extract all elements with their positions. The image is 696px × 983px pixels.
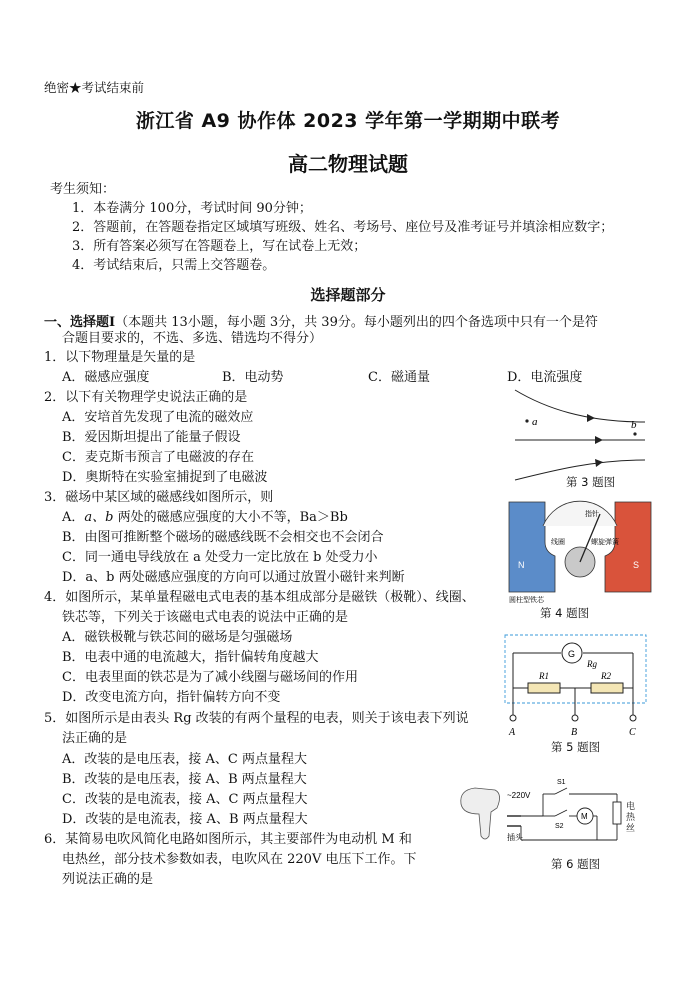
label-r1: R1 xyxy=(539,671,549,681)
label-r2: R2 xyxy=(601,671,611,681)
exam-subtitle: 高二物理试题 xyxy=(288,152,408,176)
arrow-icon xyxy=(595,436,603,444)
label-terminal-b: B xyxy=(571,727,578,737)
q6-stem-1: 6．某简易电吹风简化电路如图所示，其主要部件为电动机 M 和 xyxy=(44,832,412,847)
q5-option-b: B．改装的是电压表，接 A、B 两点量程大 xyxy=(62,772,307,787)
q4-option-c: C．电表里面的铁芯是为了减小线圈与磁场间的作用 xyxy=(62,670,358,685)
part1-label: 一、选择题Ⅰ xyxy=(44,315,116,330)
label-terminal-c: C xyxy=(629,727,636,737)
label-s2: S2 xyxy=(555,823,564,830)
figure-3-caption: 第 3 题图 xyxy=(566,475,616,489)
section-title: 选择题部分 xyxy=(310,286,386,304)
label-n: N xyxy=(518,560,525,570)
figure-6-circuit xyxy=(455,774,650,854)
label-terminal-a: A xyxy=(509,727,516,737)
part1-desc: （本题共 13小题，每小题 3分，共 39分。每小题列出的四个备选项中只有一个是符 xyxy=(115,315,598,330)
q1-option-a: A．磁感应强度 xyxy=(62,370,150,385)
notice-item: 2．答题前，在答题卷指定区域填写班级、姓名、考场号、座位号及准考证号并填涂相应数字； xyxy=(72,220,614,235)
q3-option-d: D．a、b 两处磁感应强度的方向可以通过放置小磁针来判断 xyxy=(62,570,405,585)
point-a xyxy=(525,419,528,422)
q3-option-c: C．同一通电导线放在 a 处受力一定比放在 b 处受力小 xyxy=(62,550,378,565)
q5-option-c: C．改装的是电流表，接 A、C 两点量程大 xyxy=(62,792,308,807)
q4-option-a: A．磁铁极靴与铁芯间的磁场是匀强磁场 xyxy=(62,630,293,645)
notice-label: 考生须知： xyxy=(50,182,116,197)
q1-option-d: D．电流强度 xyxy=(507,370,583,385)
q1-option-b: B．电动势 xyxy=(222,370,284,385)
q2-stem: 2．以下有关物理学史说法正确的是 xyxy=(44,390,248,405)
q3-option-a: A．a、b 两处的磁感应强度的大小不等，Ba＞Bb xyxy=(62,510,348,525)
label-s: S xyxy=(633,560,640,570)
notice-item: 3．所有答案必须写在答题卷上，写在试卷上无效； xyxy=(72,239,367,254)
resistor-r2 xyxy=(591,683,623,693)
label-g: G xyxy=(568,649,576,659)
q2-option-c: C．麦克斯韦预言了电磁波的存在 xyxy=(62,450,254,465)
notice-item: 4．考试结束后，只需上交答题卷。 xyxy=(72,258,276,273)
label-s1: S1 xyxy=(557,779,566,786)
label-plug: 插头 xyxy=(507,833,523,842)
terminal-b xyxy=(572,715,578,721)
part1-desc-2: 合题目要求的，不选、多选、错选均不得分） xyxy=(62,331,323,346)
figure-5-circuit xyxy=(503,633,648,737)
label-core: 圆柱型铁芯 xyxy=(509,597,544,604)
figure-5-caption: 第 5 题图 xyxy=(551,740,601,754)
label-pointer: 指针 xyxy=(585,511,599,518)
q4-stem-2: 铁芯等，下列关于该磁电式电表的说法中正确的是 xyxy=(62,610,349,625)
q1-option-c: C．磁通量 xyxy=(368,370,430,385)
q6-stem-3: 列说法正确的是 xyxy=(62,872,154,887)
terminal-a xyxy=(510,715,516,721)
switch-s2 xyxy=(555,810,567,816)
q4-stem-1: 4．如图所示，某单量程磁电式电表的基本组成部分是磁铁（极靴）、线圈、 xyxy=(44,590,475,605)
label-spring: 螺旋弹簧 xyxy=(591,539,619,546)
label-a: a xyxy=(532,416,538,428)
notice-item: 1．本卷满分 100分，考试时间 90分钟； xyxy=(72,201,312,216)
figure-4-meter xyxy=(505,496,655,606)
terminal-c xyxy=(630,715,636,721)
resistor-r1 xyxy=(528,683,560,693)
q5-option-d: D．改装的是电流表，接 A、B 两点量程大 xyxy=(62,812,308,827)
q2-option-b: B．爱因斯坦提出了能量子假设 xyxy=(62,430,241,445)
q4-option-d: D．改变电流方向，指针偏转方向不变 xyxy=(62,690,281,705)
label-heater: 电热丝 xyxy=(626,802,636,834)
heater-resistor xyxy=(613,802,621,824)
q1-stem: 1．以下物理量是矢量的是 xyxy=(44,350,196,365)
q5-option-a: A．改装的是电压表，接 A、C 两点量程大 xyxy=(62,752,307,767)
figure-4-caption: 第 4 题图 xyxy=(540,606,590,620)
q5-stem-2: 法正确的是 xyxy=(62,731,128,746)
q2-option-a: A．安培首先发现了电流的磁效应 xyxy=(62,410,254,425)
label-b: b xyxy=(631,419,637,431)
confidential-mark: 绝密★考试结束前 xyxy=(44,80,145,95)
magnet-n xyxy=(509,502,555,592)
q3-stem: 3．磁场中某区域的磁感线如图所示，则 xyxy=(44,490,274,505)
figure-6-caption: 第 6 题图 xyxy=(551,857,601,871)
label-rg: Rg xyxy=(587,659,597,669)
switch-s1 xyxy=(555,788,567,794)
label-m: M xyxy=(581,812,588,821)
point-b xyxy=(633,432,636,435)
arrow-icon xyxy=(587,414,595,422)
q6-stem-2: 电热丝，部分技术参数如表，电吹风在 220V 电压下工作。下 xyxy=(62,852,417,867)
exam-title: 浙江省 A9 协作体 2023 学年第一学期期中联考 xyxy=(135,110,561,132)
scale-arc xyxy=(543,501,617,526)
q2-option-d: D．奥斯特在实验室捕捉到了电磁波 xyxy=(62,470,268,485)
magnet-s xyxy=(605,502,651,592)
label-coil: 线圈 xyxy=(551,539,565,546)
q4-option-b: B．电表中通的电流越大，指针偏转角度越大 xyxy=(62,650,319,665)
q3-option-b: B．由图可推断整个磁场的磁感线既不会相交也不会闭合 xyxy=(62,530,384,545)
hair-dryer-icon xyxy=(461,788,500,839)
label-voltage: ~220V xyxy=(507,791,531,800)
q5-stem-1: 5．如图所示是由表头 Rg 改装的有两个量程的电表，则关于该电表下列说 xyxy=(44,711,469,726)
